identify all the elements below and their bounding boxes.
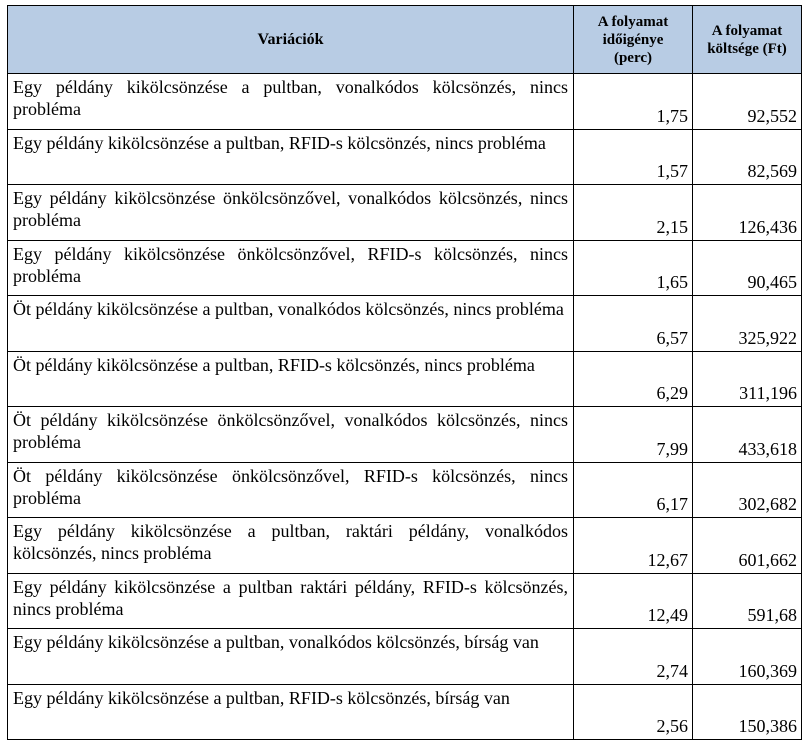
cost-cell: 92,552: [693, 74, 802, 130]
variation-cell: Öt példány kikölcsönzése önkölcsönzővel, vonalkódos kölcsönzés, nincs probléma: [8, 407, 574, 463]
header-process-time: [574, 6, 693, 74]
header-row: [8, 6, 802, 74]
table-row: [8, 629, 802, 685]
table-row: [8, 74, 802, 130]
header-process-cost-line-2: költsége (Ft): [707, 40, 787, 57]
time-cell: 2,74: [574, 629, 693, 685]
cost-cell: 591,68: [693, 573, 802, 629]
table-row: [8, 240, 802, 296]
process-variations-table: [7, 5, 802, 740]
time-cell: 7,99: [574, 407, 693, 463]
header-process-time-line-1: A folyamat: [597, 13, 669, 30]
variation-cell: Öt példány kikölcsönzése önkölcsönzővel, RFID-s kölcsönzés, nincs probléma: [8, 462, 574, 518]
header-process-cost-line-1: A folyamat: [711, 22, 783, 39]
cost-cell: 90,465: [693, 240, 802, 296]
cost-cell: 433,618: [693, 407, 802, 463]
table-row: [8, 407, 802, 463]
table-row: [8, 296, 802, 352]
cost-cell: 82,569: [693, 129, 802, 185]
variation-cell: Egy példány kikölcsönzése a pultban, RFID-s kölcsönzés, bírság van: [8, 684, 574, 740]
cost-cell: 302,682: [693, 462, 802, 518]
variation-cell: Öt példány kikölcsönzése a pultban, vonalkódos kölcsönzés, nincs probléma: [8, 296, 574, 352]
variation-cell: Öt példány kikölcsönzése a pultban, RFID-s kölcsönzés, nincs probléma: [8, 351, 574, 407]
variation-cell: Egy példány kikölcsönzése a pultban, raktári példány, vonalkódos kölcsönzés, nincs probléma: [8, 518, 574, 574]
table-row: [8, 351, 802, 407]
time-cell: 2,15: [574, 185, 693, 241]
time-cell: 6,17: [574, 462, 693, 518]
time-cell: 1,75: [574, 74, 693, 130]
cost-cell: 311,196: [693, 351, 802, 407]
cost-cell: 126,436: [693, 185, 802, 241]
header-process-cost: [693, 6, 802, 74]
header-process-time-line-2: időigénye: [602, 31, 664, 48]
time-cell: 12,67: [574, 518, 693, 574]
time-cell: 1,65: [574, 240, 693, 296]
variation-cell: Egy példány kikölcsönzése a pultban raktári példány, RFID-s kölcsönzés, nincs probléma: [8, 573, 574, 629]
variation-cell: Egy példány kikölcsönzése önkölcsönzővel, vonalkódos kölcsönzés, nincs probléma: [8, 185, 574, 241]
cost-cell: 325,922: [693, 296, 802, 352]
time-cell: 2,56: [574, 684, 693, 740]
table-row: [8, 518, 802, 574]
time-cell: 12,49: [574, 573, 693, 629]
table-row: [8, 462, 802, 518]
header-variations: Variációk: [8, 6, 574, 74]
cost-cell: 150,386: [693, 684, 802, 740]
variation-cell: Egy példány kikölcsönzése önkölcsönzővel, RFID-s kölcsönzés, nincs probléma: [8, 240, 574, 296]
variation-cell: Egy példány kikölcsönzése a pultban, vonalkódos kölcsönzés, bírság van: [8, 629, 574, 685]
variation-cell: Egy példány kikölcsönzése a pultban, RFID-s kölcsönzés, nincs probléma: [8, 129, 574, 185]
header-process-time-line-3: (perc): [613, 49, 653, 66]
table-row: [8, 185, 802, 241]
cost-cell: 601,662: [693, 518, 802, 574]
time-cell: 6,57: [574, 296, 693, 352]
table-row: [8, 129, 802, 185]
time-cell: 1,57: [574, 129, 693, 185]
table-row: [8, 684, 802, 740]
time-cell: 6,29: [574, 351, 693, 407]
variation-cell: Egy példány kikölcsönzése a pultban, vonalkódos kölcsönzés, nincs probléma: [8, 74, 574, 130]
table-row: [8, 573, 802, 629]
cost-cell: 160,369: [693, 629, 802, 685]
